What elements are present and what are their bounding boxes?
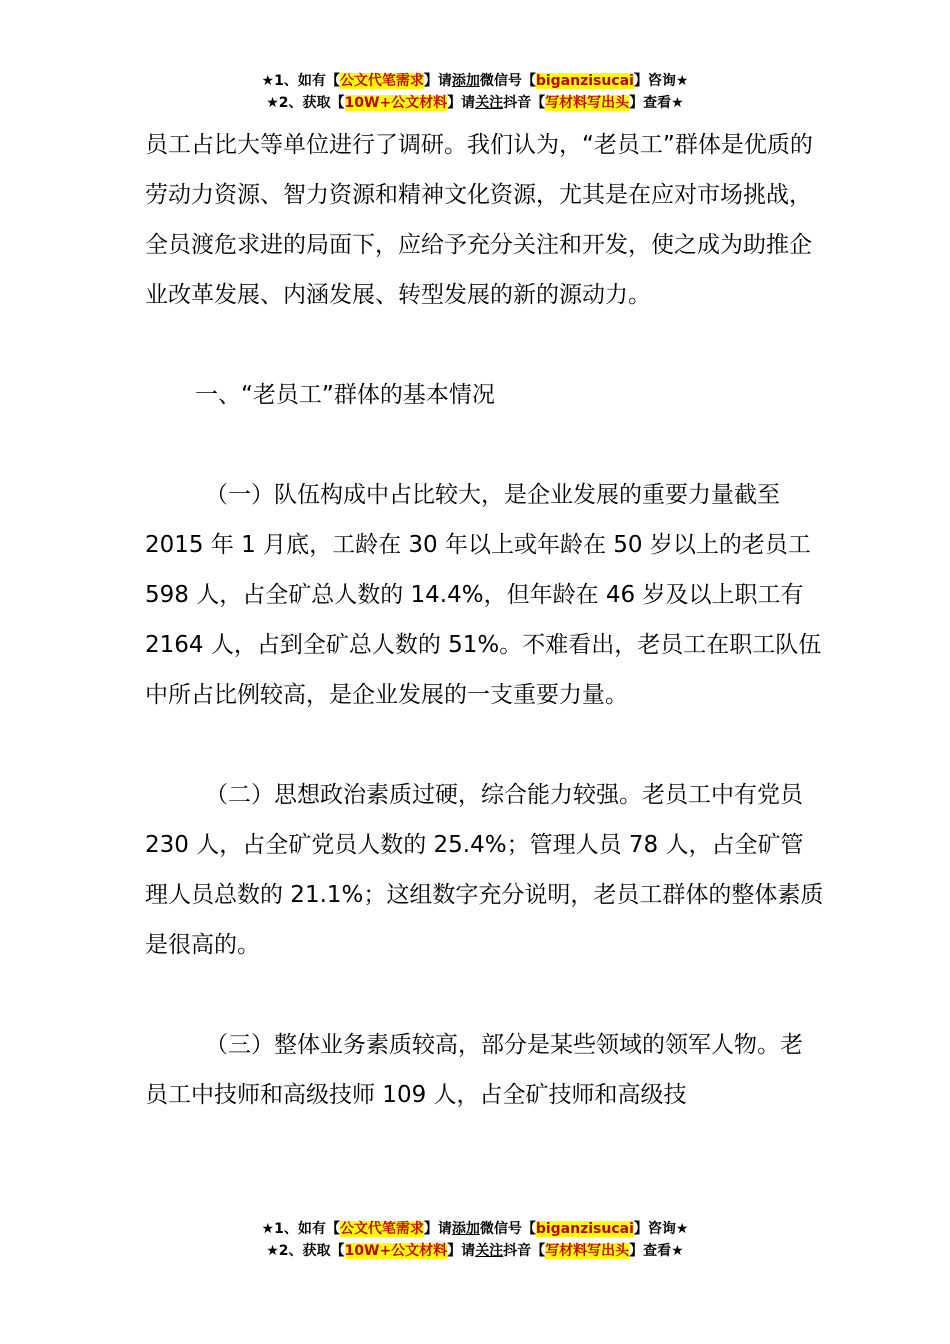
banner-text: 】咨询★ [633,73,689,89]
blank-line [145,320,825,370]
banner-highlight: 10W+公文材料 [344,95,448,111]
banner-text: 抖音【 [503,1243,546,1259]
banner-text: ★1、如有【 [261,73,340,89]
banner-text: 】请 [423,1221,452,1237]
banner-highlight: 写材料写出头 [545,95,630,111]
banner-text: 】请 [447,1243,476,1259]
banner-highlight: 写材料写出头 [545,1243,630,1259]
banner-underline: 添加 [451,1221,480,1237]
banner-underline: 关注 [475,1243,504,1259]
banner-line-1 [0,1218,950,1240]
banner-line-1 [0,70,950,92]
banner-highlight: 10W+公文材料 [344,1243,448,1259]
banner-text: 】查看★ [629,1243,684,1259]
banner-text: 抖音【 [503,95,546,111]
banner-text: ★1、如有【 [261,1221,340,1237]
blank-line [145,720,825,770]
paragraph-intro: 员工占比大等单位进行了调研。我们认为，“老员工”群体是优质的劳动力资源、智力资源和精神文化资源，尤其是在应对市场挑战，全员渡危求进的局面下，应给予充分关注和开发，使之成为助推企业改革发展、内涵发展、转型发展的新的源动力。 [145,132,813,308]
banner-line-2 [0,92,950,114]
paragraph-1: （一）队伍构成中占比较大，是企业发展的重要力量截至 2015 年 1 月底，工龄在 30 年以上或年龄在 50 岁以上的老员工 598 人，占全矿总人数的 14.4%，但年龄在 46 岁及以上职工有 2164 人，占到全矿总人数的 51%。不难看出，老员工在职工队伍中所占比例较高，是企业发展的一支重要力量。 [145,482,822,708]
banner-text: 微信号【 [479,73,536,89]
banner-text: 微信号【 [479,1221,536,1237]
banner-highlight: 公文代笔需求 [339,73,424,89]
banner-text: 】请 [423,73,452,89]
section-heading: 一、“老员工”群体的基本情况 [195,382,495,408]
banner-text: 】咨询★ [633,1221,689,1237]
banner-text: ★2、获取【 [266,95,345,111]
blank-line [145,970,825,1020]
blank-line [145,420,825,470]
paragraph-2: （二）思想政治素质过硬，综合能力较强。老员工中有党员 230 人，占全矿党员人数的 25.4%；管理人员 78 人，占全矿管理人员总数的 21.1%；这组数字充分说明，老员工群体的整体素质是很高的。 [145,782,824,958]
header-banner [0,70,950,114]
banner-text: ★2、获取【 [266,1243,345,1259]
banner-highlight: 公文代笔需求 [339,1221,424,1237]
banner-highlight: biganzisucai [535,73,634,89]
banner-line-2 [0,1240,950,1262]
document-body [145,120,825,1120]
footer-banner [0,1218,950,1262]
paragraph-3: （三）整体业务素质较高，部分是某些领域的领军人物。老员工中技师和高级技师 109 人，占全矿技师和高级技 [145,1032,803,1108]
banner-underline: 添加 [451,73,480,89]
banner-text: 】请 [447,95,476,111]
banner-text: 】查看★ [629,95,684,111]
banner-highlight: biganzisucai [535,1221,634,1237]
banner-underline: 关注 [475,95,504,111]
